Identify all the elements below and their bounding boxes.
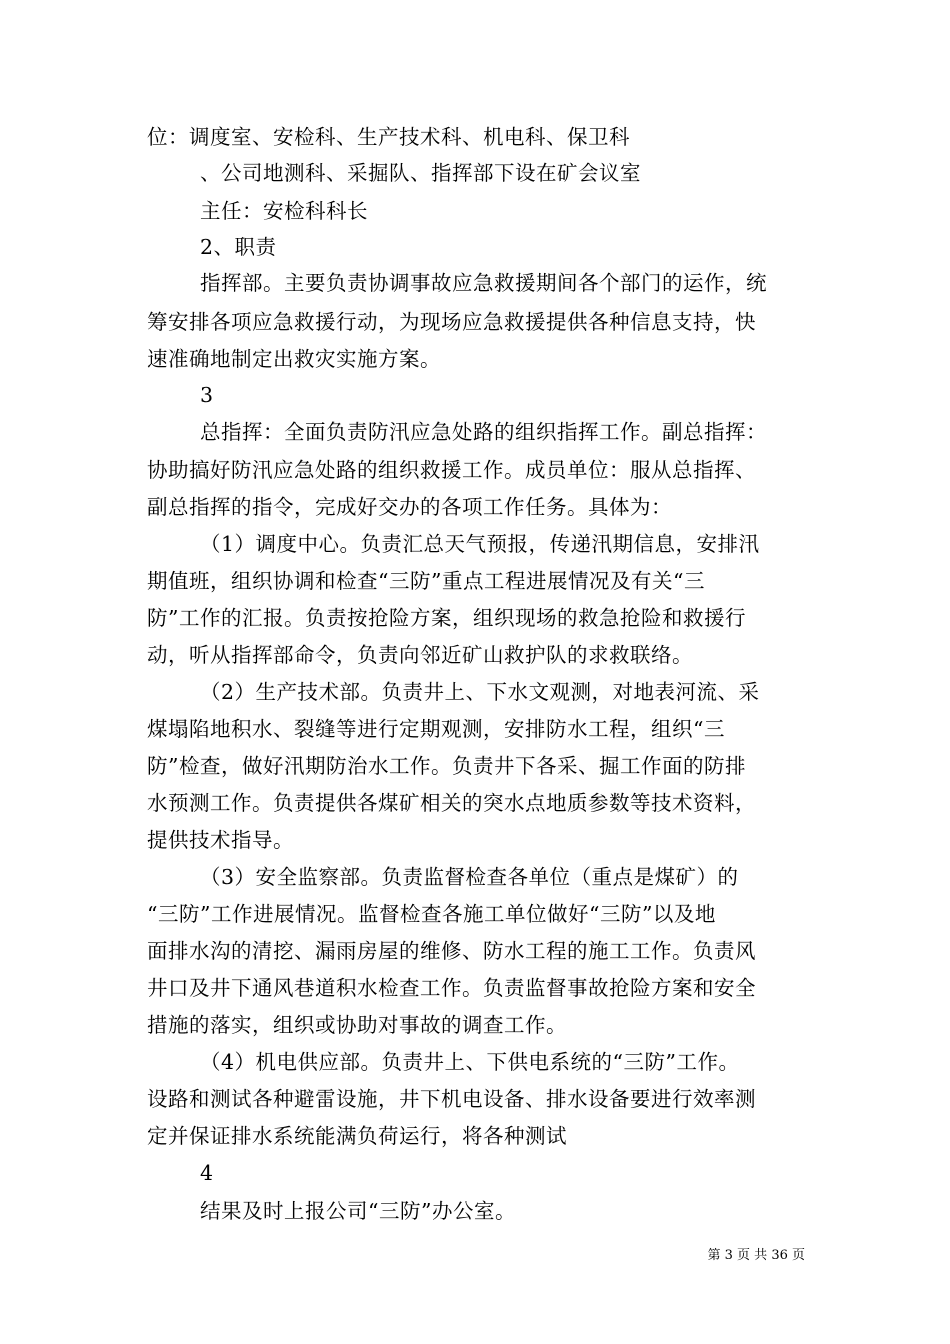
paragraph-line: （3）安全监察部。负责监督检查各单位（重点是煤矿）的	[200, 865, 739, 889]
paragraph-line: 指挥部。主要负责协调事故应急救援期间各个部门的运作，统	[200, 271, 767, 295]
paragraph-line: 设路和测试各种避雷设施，井下机电设备、排水设备要进行效率测	[147, 1087, 756, 1111]
paragraph-line: 期值班，组织协调和检查“三防”重点工程进展情况及有关“三	[147, 569, 705, 593]
text-line: 位：调度室、安检科、生产技术科、机电科、保卫科	[147, 125, 630, 149]
paragraph-line: 措施的落实，组织或协助对事故的调查工作。	[147, 1013, 567, 1037]
text-line: 、公司地测科、采掘队、指挥部下设在矿会议室	[200, 161, 641, 185]
text-line: 主任：安检科科长	[200, 199, 368, 223]
paragraph-line: 动，听从指挥部命令，负责向邻近矿山救护队的求救联络。	[147, 643, 693, 667]
paragraph-line: 煤塌陷地积水、裂缝等进行定期观测，安排防水工程，组织“三	[147, 717, 725, 741]
paragraph-line: 总指挥：全面负责防汛应急处路的组织指挥工作。副总指挥：	[200, 420, 767, 444]
paragraph-line: （2）生产技术部。负责井上、下水文观测，对地表河流、采	[200, 680, 760, 704]
paragraph-line: （4）机电供应部。负责井上、下供电系统的“三防”工作。	[200, 1050, 740, 1074]
section-heading: 2、职责	[200, 235, 277, 259]
paragraph-line: （1）调度中心。负责汇总天气预报，传递汛期信息，安排汛	[200, 532, 760, 556]
page-footer: 第 3 页 共 36 页	[707, 1248, 805, 1263]
paragraph-line: 防”工作的汇报。负责按抢险方案，组织现场的救急抢险和救援行	[147, 606, 746, 630]
paragraph-line: 速准确地制定出救灾实施方案。	[147, 347, 441, 371]
paragraph-line: 防”检查，做好汛期防治水工作。负责井下各采、掘工作面的防排	[147, 754, 746, 778]
paragraph-line: 结果及时上报公司“三防”办公室。	[200, 1199, 516, 1223]
paragraph-line: 面排水沟的清挖、漏雨房屋的维修、防水工程的施工工作。负责风	[147, 939, 756, 963]
paragraph-line: 协助搞好防汛应急处路的组织救援工作。成员单位：服从总指挥、	[147, 458, 756, 482]
paragraph-line: 定并保证排水系统能满负荷运行，将各种测试	[147, 1124, 567, 1148]
paragraph-line: 提供技术指导。	[147, 828, 294, 852]
page-number-marker: 3	[200, 383, 214, 407]
paragraph-line: “三防”工作进展情况。监督检查各施工单位做好“三防”以及地	[147, 902, 716, 926]
paragraph-line: 井口及井下通风巷道积水检查工作。负责监督事故抢险方案和安全	[147, 976, 756, 1000]
paragraph-line: 筹安排各项应急救援行动，为现场应急救援提供各种信息支持，快	[147, 310, 756, 334]
page-number-marker: 4	[200, 1161, 214, 1185]
paragraph-line: 水预测工作。负责提供各煤矿相关的突水点地质参数等技术资料，	[147, 791, 756, 815]
paragraph-line: 副总指挥的指令，完成好交办的各项工作任务。具体为：	[147, 495, 672, 519]
